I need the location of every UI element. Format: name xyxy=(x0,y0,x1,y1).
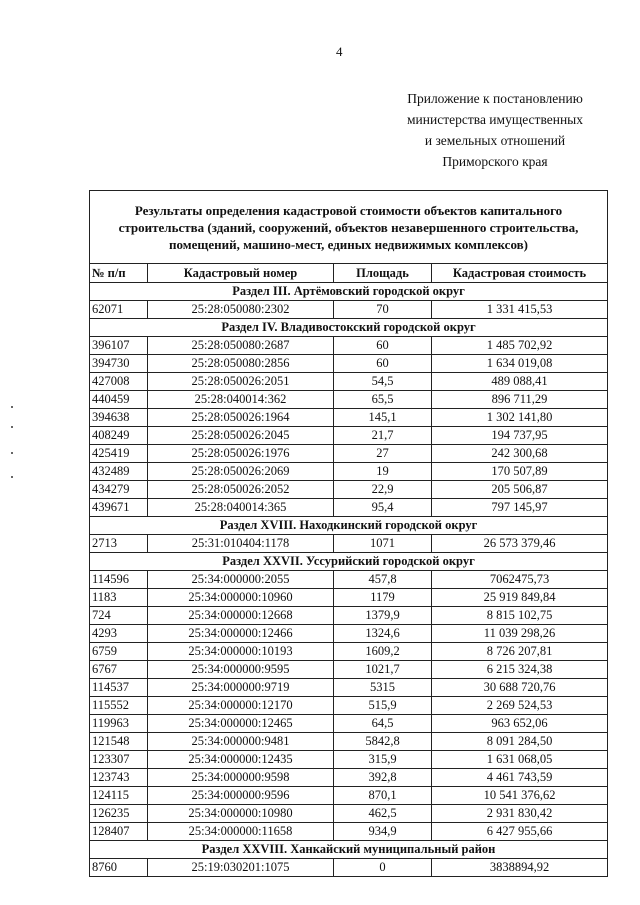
cadastral-value-cell: 10 541 376,62 xyxy=(432,787,608,805)
cadastral-value-cell: 896 711,29 xyxy=(432,391,608,409)
area-cell: 65,5 xyxy=(334,391,432,409)
appendix-line: и земельных отношений xyxy=(424,133,566,148)
cadastral-value-cell: 1 634 019,08 xyxy=(432,355,608,373)
cadastral-number-cell: 25:34:000000:10193 xyxy=(148,643,334,661)
cadastral-value-cell: 4 461 743,59 xyxy=(432,769,608,787)
section-title: Раздел XXVII. Уссурийский городской округ xyxy=(90,553,608,571)
table-row xyxy=(90,715,608,733)
column-header-cadastral-value: Кадастровая стоимость xyxy=(432,264,608,283)
area-cell: 60 xyxy=(334,337,432,355)
row-number-cell: 123307 xyxy=(90,751,148,769)
table-row xyxy=(90,859,608,877)
cadastral-value-cell: 1 485 702,92 xyxy=(432,337,608,355)
area-cell: 515,9 xyxy=(334,697,432,715)
area-cell: 54,5 xyxy=(334,373,432,391)
cadastral-number-cell: 25:34:000000:12170 xyxy=(148,697,334,715)
table-row xyxy=(90,391,608,409)
area-cell: 1179 xyxy=(334,589,432,607)
table-row xyxy=(90,445,608,463)
page-number: 4 xyxy=(336,44,343,59)
area-cell: 145,1 xyxy=(334,409,432,427)
cadastral-number-cell: 25:28:040014:365 xyxy=(148,499,334,517)
scan-mark xyxy=(11,476,13,478)
table-row xyxy=(90,661,608,679)
row-number-cell: 121548 xyxy=(90,733,148,751)
column-header-area: Площадь xyxy=(334,264,432,283)
row-number-cell: 4293 xyxy=(90,625,148,643)
section-title: Раздел XVIII. Находкинский городской округ xyxy=(90,517,608,535)
cadastral-value-cell: 489 088,41 xyxy=(432,373,608,391)
cadastral-value-cell: 30 688 720,76 xyxy=(432,679,608,697)
row-number-cell: 434279 xyxy=(90,481,148,499)
cadastral-value-cell: 205 506,87 xyxy=(432,481,608,499)
cadastral-number-cell: 25:34:000000:9595 xyxy=(148,661,334,679)
table-row xyxy=(90,355,608,373)
area-cell: 95,4 xyxy=(334,499,432,517)
cadastral-number-cell: 25:34:000000:9481 xyxy=(148,733,334,751)
row-number-cell: 440459 xyxy=(90,391,148,409)
row-number-cell: 6767 xyxy=(90,661,148,679)
scan-mark xyxy=(11,406,13,408)
area-cell: 60 xyxy=(334,355,432,373)
scan-mark xyxy=(11,426,13,428)
table-caption: Результаты определения кадастровой стоимости объектов капитального строительства (зданий, сооружений, объектов незавершенного строительства, помещений, машино-мест, единых недвижимых комплексов) xyxy=(90,191,608,264)
area-cell: 21,7 xyxy=(334,427,432,445)
appendix-header xyxy=(380,88,610,172)
area-cell: 70 xyxy=(334,301,432,319)
area-cell: 19 xyxy=(334,463,432,481)
cadastral-value-cell: 6 427 955,66 xyxy=(432,823,608,841)
cadastral-value-cell: 11 039 298,26 xyxy=(432,625,608,643)
scan-mark xyxy=(11,452,13,454)
table-row xyxy=(90,733,608,751)
section-title: Раздел IV. Владивостокский городской округ xyxy=(90,319,608,337)
area-cell: 1324,6 xyxy=(334,625,432,643)
cadastral-value-cell: 7062475,73 xyxy=(432,571,608,589)
column-header-cadastral-number: Кадастровый номер xyxy=(148,264,334,283)
cadastral-number-cell: 25:34:000000:12465 xyxy=(148,715,334,733)
table-row xyxy=(90,301,608,319)
cadastral-value-cell: 1 631 068,05 xyxy=(432,751,608,769)
table-row xyxy=(90,697,608,715)
row-number-cell: 2713 xyxy=(90,535,148,553)
row-number-cell: 6759 xyxy=(90,643,148,661)
cadastral-value-cell: 797 145,97 xyxy=(432,499,608,517)
cadastral-value-cell: 2 931 830,42 xyxy=(432,805,608,823)
section-row xyxy=(90,319,608,337)
table-row xyxy=(90,337,608,355)
section-title: Раздел XXVIII. Ханкайский муниципальный район xyxy=(90,841,608,859)
cadastral-number-cell: 25:28:050080:2302 xyxy=(148,301,334,319)
area-cell: 462,5 xyxy=(334,805,432,823)
row-number-cell: 128407 xyxy=(90,823,148,841)
cadastral-number-cell: 25:34:000000:9598 xyxy=(148,769,334,787)
row-number-cell: 396107 xyxy=(90,337,148,355)
table-body xyxy=(90,283,608,877)
row-number-cell: 8760 xyxy=(90,859,148,877)
area-cell: 1071 xyxy=(334,535,432,553)
appendix-line: Приложение к постановлению xyxy=(407,91,583,106)
cadastral-value-cell: 242 300,68 xyxy=(432,445,608,463)
cadastral-value-cell: 1 331 415,53 xyxy=(432,301,608,319)
table-row xyxy=(90,823,608,841)
area-cell: 1021,7 xyxy=(334,661,432,679)
cadastral-value-table xyxy=(89,190,608,877)
cadastral-number-cell: 25:19:030201:1075 xyxy=(148,859,334,877)
table-row xyxy=(90,589,608,607)
cadastral-value-cell: 6 215 324,38 xyxy=(432,661,608,679)
row-number-cell: 425419 xyxy=(90,445,148,463)
table-row xyxy=(90,751,608,769)
cadastral-number-cell: 25:28:050026:2051 xyxy=(148,373,334,391)
table-row xyxy=(90,769,608,787)
table-row xyxy=(90,535,608,553)
cadastral-number-cell: 25:34:000000:9596 xyxy=(148,787,334,805)
row-number-cell: 123743 xyxy=(90,769,148,787)
area-cell: 27 xyxy=(334,445,432,463)
row-number-cell: 126235 xyxy=(90,805,148,823)
area-cell: 457,8 xyxy=(334,571,432,589)
area-cell: 934,9 xyxy=(334,823,432,841)
table-row xyxy=(90,787,608,805)
row-number-cell: 394638 xyxy=(90,409,148,427)
cadastral-number-cell: 25:34:000000:9719 xyxy=(148,679,334,697)
area-cell: 870,1 xyxy=(334,787,432,805)
cadastral-number-cell: 25:28:050026:2052 xyxy=(148,481,334,499)
row-number-cell: 427008 xyxy=(90,373,148,391)
cadastral-number-cell: 25:34:000000:10960 xyxy=(148,589,334,607)
row-number-cell: 62071 xyxy=(90,301,148,319)
table-row xyxy=(90,571,608,589)
area-cell: 1379,9 xyxy=(334,607,432,625)
row-number-cell: 119963 xyxy=(90,715,148,733)
row-number-cell: 1183 xyxy=(90,589,148,607)
section-row xyxy=(90,841,608,859)
cadastral-number-cell: 25:34:000000:12668 xyxy=(148,607,334,625)
table-row xyxy=(90,409,608,427)
area-cell: 1609,2 xyxy=(334,643,432,661)
row-number-cell: 114596 xyxy=(90,571,148,589)
row-number-cell: 394730 xyxy=(90,355,148,373)
cadastral-value-cell: 8 726 207,81 xyxy=(432,643,608,661)
table-row xyxy=(90,499,608,517)
table-row xyxy=(90,463,608,481)
cadastral-value-cell: 194 737,95 xyxy=(432,427,608,445)
table-row xyxy=(90,373,608,391)
table-header-row xyxy=(90,264,608,283)
section-row xyxy=(90,283,608,301)
cadastral-number-cell: 25:28:050026:2069 xyxy=(148,463,334,481)
cadastral-number-cell: 25:28:050080:2856 xyxy=(148,355,334,373)
row-number-cell: 432489 xyxy=(90,463,148,481)
row-number-cell: 114537 xyxy=(90,679,148,697)
cadastral-value-cell: 963 652,06 xyxy=(432,715,608,733)
cadastral-value-cell: 8 815 102,75 xyxy=(432,607,608,625)
area-cell: 5842,8 xyxy=(334,733,432,751)
row-number-cell: 115552 xyxy=(90,697,148,715)
appendix-line: Приморского края xyxy=(442,154,548,169)
area-cell: 22,9 xyxy=(334,481,432,499)
cadastral-value-cell: 25 919 849,84 xyxy=(432,589,608,607)
cadastral-number-cell: 25:31:010404:1178 xyxy=(148,535,334,553)
cadastral-value-cell: 1 302 141,80 xyxy=(432,409,608,427)
row-number-cell: 724 xyxy=(90,607,148,625)
table-row xyxy=(90,481,608,499)
cadastral-value-cell: 2 269 524,53 xyxy=(432,697,608,715)
table-row xyxy=(90,643,608,661)
cadastral-number-cell: 25:34:000000:12435 xyxy=(148,751,334,769)
area-cell: 64,5 xyxy=(334,715,432,733)
section-title: Раздел III. Артёмовский городской округ xyxy=(90,283,608,301)
cadastral-number-cell: 25:28:050026:2045 xyxy=(148,427,334,445)
cadastral-number-cell: 25:28:050026:1976 xyxy=(148,445,334,463)
cadastral-number-cell: 25:34:000000:12466 xyxy=(148,625,334,643)
cadastral-number-cell: 25:28:050026:1964 xyxy=(148,409,334,427)
cadastral-number-cell: 25:28:040014:362 xyxy=(148,391,334,409)
table-row xyxy=(90,427,608,445)
area-cell: 5315 xyxy=(334,679,432,697)
table-row xyxy=(90,607,608,625)
cadastral-value-cell: 8 091 284,50 xyxy=(432,733,608,751)
area-cell: 315,9 xyxy=(334,751,432,769)
area-cell: 392,8 xyxy=(334,769,432,787)
cadastral-value-cell: 170 507,89 xyxy=(432,463,608,481)
appendix-line: министерства имущественных xyxy=(407,112,583,127)
section-row xyxy=(90,553,608,571)
column-header-number: № п/п xyxy=(90,264,148,283)
row-number-cell: 439671 xyxy=(90,499,148,517)
area-cell: 0 xyxy=(334,859,432,877)
cadastral-value-cell: 26 573 379,46 xyxy=(432,535,608,553)
row-number-cell: 408249 xyxy=(90,427,148,445)
cadastral-number-cell: 25:34:000000:11658 xyxy=(148,823,334,841)
table-row xyxy=(90,805,608,823)
cadastral-number-cell: 25:34:000000:10980 xyxy=(148,805,334,823)
table-row xyxy=(90,625,608,643)
cadastral-number-cell: 25:28:050080:2687 xyxy=(148,337,334,355)
cadastral-value-cell: 3838894,92 xyxy=(432,859,608,877)
table-row xyxy=(90,679,608,697)
cadastral-number-cell: 25:34:000000:2055 xyxy=(148,571,334,589)
row-number-cell: 124115 xyxy=(90,787,148,805)
section-row xyxy=(90,517,608,535)
